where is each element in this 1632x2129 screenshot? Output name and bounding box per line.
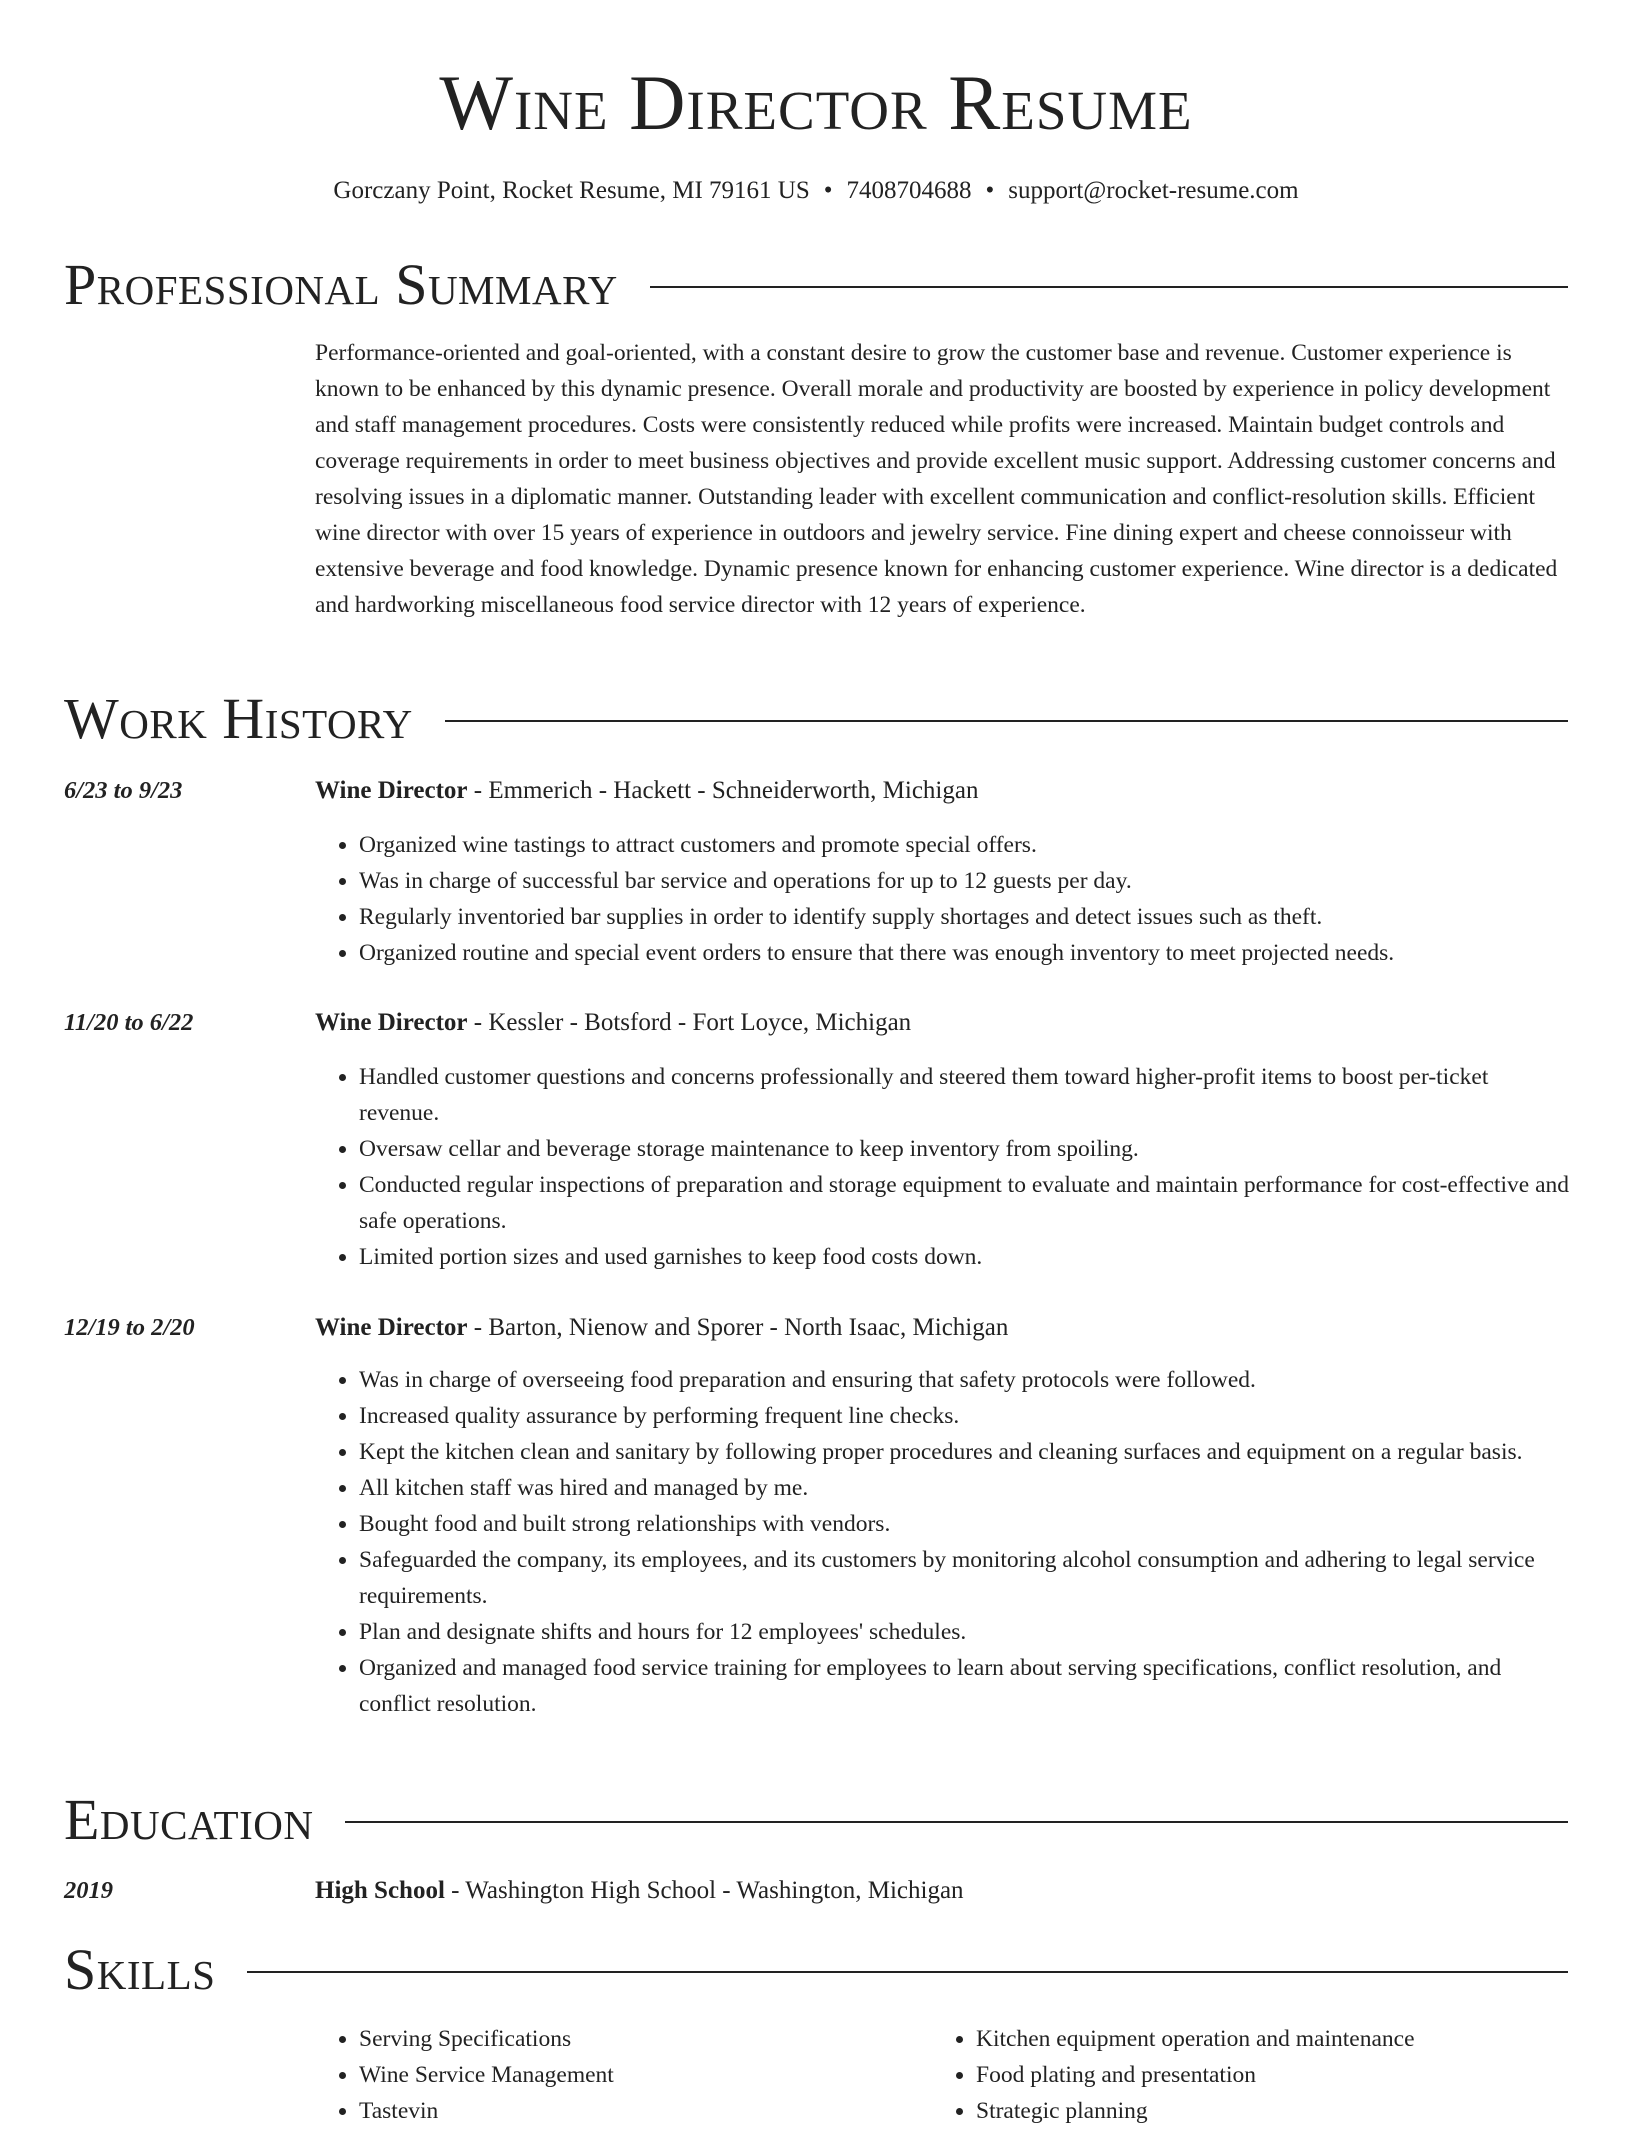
skills-list bbox=[315, 2021, 1569, 2129]
job-dates: 12/19 to 2/20 bbox=[64, 1314, 195, 1341]
separator-dot: • bbox=[823, 177, 833, 204]
section-divider bbox=[445, 720, 1568, 722]
job-bullet: • Safeguarded the company, its employees, and its customers by monitoring alcohol consumption and adhering to legal service requirements. bbox=[359, 1542, 1569, 1614]
job-bullet: • Handled customer questions and concerns professionally and steered them toward higher-profit items to boost per-ticket revenue. bbox=[359, 1059, 1569, 1131]
education-heading: Education bbox=[64, 1787, 314, 1852]
section-divider bbox=[345, 1821, 1568, 1823]
skills-bullets-left bbox=[315, 2021, 932, 2129]
address: Gorczany Point, Rocket Resume, MI 79161 US bbox=[333, 177, 810, 204]
skills-heading: Skills bbox=[64, 1937, 216, 2002]
job-bullet: • Organized wine tastings to attract customers and promote special offers. bbox=[359, 827, 1569, 863]
skill-item: • Strategic planning bbox=[976, 2093, 1549, 2129]
job-bullet: • Kept the kitchen clean and sanitary by following proper procedures and cleaning surfaces and equipment on a regular basis. bbox=[359, 1434, 1569, 1470]
job-bullet: • Plan and designate shifts and hours for 12 employees' schedules. bbox=[359, 1614, 1569, 1650]
education-degree: High School bbox=[315, 1877, 445, 1904]
job-entry bbox=[315, 1310, 1569, 1722]
skills-column-left bbox=[315, 2021, 932, 2129]
skill-item: • Food plating and presentation bbox=[976, 2057, 1549, 2093]
job-bullets bbox=[315, 827, 1569, 971]
work-heading: Work History bbox=[64, 686, 413, 751]
summary-text: Performance-oriented and goal-oriented, with a constant desire to grow the customer base and revenue. Customer experience is known to be enhanced by this dynamic presence. Overall morale and productivity are boosted by experience in policy development and staff management procedures. Costs were consistently reduced while profits were increased. Maintain budget controls and coverage requirements in order to meet business objectives and provide excellent music support. Addressing customer concerns and resolving issues in a diplomatic manner. Outstanding leader with excellent communication and conflict-resolution skills. Efficient wine director with over 15 years of experience in outdoors and jewelry service. Fine dining expert and cheese connoisseur with extensive beverage and food knowledge. Dynamic presence known for enhancing customer experience. Wine director is a dedicated and hardworking miscellaneous food service director with 12 years of experience. bbox=[315, 340, 1558, 618]
education-section-header bbox=[64, 1785, 1568, 1855]
skill-item: • Wine Service Management bbox=[359, 2057, 932, 2093]
work-section-header bbox=[64, 684, 1568, 754]
job-bullets bbox=[315, 1362, 1569, 1722]
skills-column-right bbox=[932, 2021, 1549, 2129]
email-link[interactable]: support@rocket-resume.com bbox=[1008, 177, 1299, 204]
job-dates: 11/20 to 6/22 bbox=[64, 1009, 194, 1036]
education-entry bbox=[315, 1873, 1569, 1909]
skill-item: • Tastevin bbox=[359, 2093, 932, 2129]
job-bullet: • Bought food and built strong relationships with vendors. bbox=[359, 1506, 1569, 1542]
job-dates: 6/23 to 9/23 bbox=[64, 777, 183, 804]
job-title-line bbox=[315, 1310, 1569, 1346]
job-title-line bbox=[315, 773, 1569, 809]
job-entry bbox=[315, 1005, 1569, 1275]
job-bullet: • Limited portion sizes and used garnishes to keep food costs down. bbox=[359, 1239, 1569, 1275]
skills-section-header bbox=[64, 1935, 1568, 2005]
job-bullet: • Conducted regular inspections of preparation and storage equipment to evaluate and maintain performance for cost-effective and safe operations. bbox=[359, 1167, 1569, 1239]
summary-section-header bbox=[64, 250, 1568, 320]
contact-line bbox=[0, 174, 1632, 208]
job-employer: - Barton, Nienow and Sporer - North Isaac, Michigan bbox=[467, 1314, 1009, 1341]
skill-item: • Serving Specifications bbox=[359, 2021, 932, 2057]
skill-item: • Kitchen equipment operation and maintenance bbox=[976, 2021, 1549, 2057]
job-bullets bbox=[315, 1059, 1569, 1275]
job-bullet: • Regularly inventoried bar supplies in order to identify supply shortages and detect issues such as theft. bbox=[359, 899, 1569, 935]
job-employer: - Kessler - Botsford - Fort Loyce, Michigan bbox=[467, 1009, 912, 1036]
summary-heading: Professional Summary bbox=[64, 252, 618, 317]
job-bullet: • Organized routine and special event orders to ensure that there was enough inventory to meet projected needs. bbox=[359, 935, 1569, 971]
section-divider bbox=[650, 286, 1568, 288]
education-school: - Washington High School - Washington, Michigan bbox=[444, 1877, 964, 1904]
job-title: Wine Director bbox=[315, 777, 468, 804]
skills-bullets-right bbox=[932, 2021, 1549, 2129]
job-employer: - Emmerich - Hackett - Schneiderworth, Michigan bbox=[467, 777, 979, 804]
job-title-line bbox=[315, 1005, 1569, 1041]
job-bullet: • Was in charge of overseeing food preparation and ensuring that safety protocols were followed. bbox=[359, 1362, 1569, 1398]
job-bullet: • Organized and managed food service training for employees to learn about serving specifications, conflict resolution, and conflict resolution. bbox=[359, 1650, 1569, 1722]
job-bullet: • All kitchen staff was hired and managed by me. bbox=[359, 1470, 1569, 1506]
summary-block bbox=[315, 335, 1569, 623]
education-year: 2019 bbox=[64, 1877, 113, 1904]
job-bullet: • Oversaw cellar and beverage storage maintenance to keep inventory from spoiling. bbox=[359, 1131, 1569, 1167]
resume-title: Wine Director Resume bbox=[439, 59, 1193, 146]
job-title: Wine Director bbox=[315, 1009, 468, 1036]
separator-dot: • bbox=[985, 177, 995, 204]
job-bullet: • Increased quality assurance by performing frequent line checks. bbox=[359, 1398, 1569, 1434]
job-bullet: • Was in charge of successful bar service and operations for up to 12 guests per day. bbox=[359, 863, 1569, 899]
job-title: Wine Director bbox=[315, 1314, 468, 1341]
phone: 7408704688 bbox=[846, 177, 972, 204]
section-divider bbox=[247, 1971, 1568, 1973]
education-line bbox=[315, 1873, 1569, 1909]
job-entry bbox=[315, 773, 1569, 971]
